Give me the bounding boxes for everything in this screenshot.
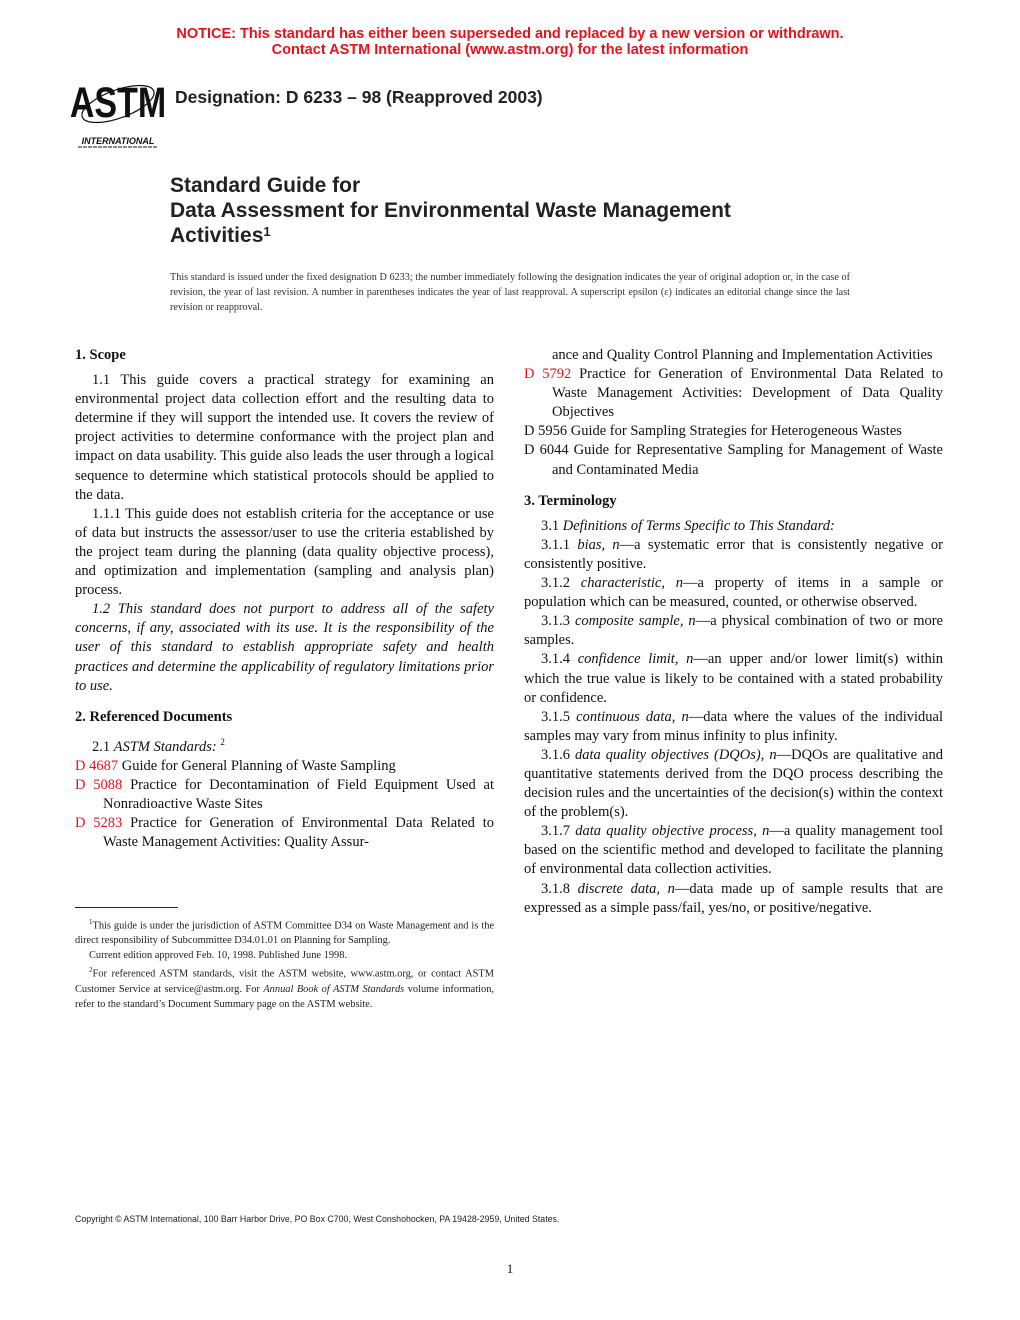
term-num: 3.1.1 [541,536,578,553]
term-continuous-data [524,708,943,746]
term-bias [524,536,943,574]
referenced-2-1-label: ASTM Standards: [113,738,217,755]
term-num: 3.1.7 [541,823,576,840]
term-name: data quality objectives (DQOs), n [575,746,777,763]
term-confidence-limit [524,650,943,707]
ref-item-d4687 [75,757,494,776]
terminology-3-1-label: Definitions of Terms Specific to This Standard: [562,517,835,534]
section-scope-heading: 1. Scope [75,347,126,363]
term-definition: —data where the values of the individual samples may vary from minus infinity to plus infinity. [524,708,943,744]
term-num: 3.1.5 [541,708,577,725]
term-characteristic [524,574,943,612]
issued-note: This standard is issued under the fixed designation D 6233; the number immediately following the designation indicates the year of original adoption or, in the case of revision, the year of last revision. A number in parentheses indicates the year of last reapproval. A superscript epsilon (ε) indicates an editorial change since the last revision or reapproval. [170,272,850,313]
ref-code-d5956: D 5956 [524,423,568,440]
term-num: 3.1.4 [541,651,578,668]
footnote-divider [75,907,178,908]
ref-item-d5956 [524,422,943,441]
term-name: bias, n [577,536,620,553]
scope-1-1-1: 1.1.1 This guide does not establish criteria for the acceptance or use of data but instructs the assessor/user to use the criteria established by the project team during the planning (data quality objective process), and optimization and implementation (sampling and analysis plan) process. [75,505,494,599]
footnote-2-text-a: For referenced ASTM standards, visit the ASTM website, www.astm.org, or contact ASTM Customer Service at service@astm.org. For [75,968,494,995]
title-line-2: Data Assessment for Environmental Waste Management [170,199,731,222]
footnote-1-mark: 1 [89,918,93,926]
ref-text-d5283: Practice for Generation of Environmental Data Related to Waste Management Activities: Quality Assur- [103,814,494,851]
term-num: 3.1.8 [541,880,578,897]
term-name: discrete data, n [577,880,675,897]
ref-link-d4687[interactable]: D 4687 [75,757,119,774]
section-terminology-heading: 3. Terminology [524,492,617,509]
term-definition: —a property of items in a sample or population which can be measured, counted, or otherwise observed. [524,575,943,611]
scope-1-1: 1.1 This guide covers a practical strategy for examining an environmental project data collection effort and the resulting data to determine if they will support the intended use. It covers the review of project activities to determine conformance with the project plan and impact on data usability. This guide also leads the user through a logical sequence to determine which statistical protocols should be applied to the data. [75,372,494,503]
page-number: 1 [506,1261,514,1276]
term-num: 3.1.3 [541,613,575,630]
ref-text-d5792: Practice for Generation of Environmental Data Related to Waste Management Activities: Development of Data Quality Objectives [552,366,943,421]
term-composite-sample [524,612,943,650]
section-referenced-heading: 2. Referenced Documents [75,708,233,725]
ref-link-d5088[interactable]: D 5088 [75,776,123,793]
term-definition: —data made up of sample results that are expressed as a simple pass/fail, yes/no, or positive/negative. [524,880,944,916]
ref-text-d6044: Guide for Representative Sampling for Management of Waste and Contaminated Media [552,442,943,478]
term-definition: —an upper and/or lower limit(s) within which the true value is likely to be contained with a stated probability or confidence. [524,651,944,706]
term-name: confidence limit, n [577,651,694,668]
scope-1-2-text: 1.2 This standard does not purport to address all of the safety concerns, if any, associated with its use. It is the responsibility of the user of this standard to establish appropriate safety and health practices and determine the applicability of regulatory limitations prior to use. [75,601,494,694]
notice-line-2: Contact ASTM International (www.astm.org) for the latest information [271,42,749,58]
ref-code-d6044: D 6044 [524,442,569,459]
term-definition: —DQOs are qualitative and quantitative statements derived from the DQO process describing the decision rules and the uncertainties of the decision(s) within the context of the problem(s). [524,746,943,821]
referenced-footnote-mark: 2 [220,736,225,747]
referenced-2-1 [75,733,494,757]
term-dqo-process [524,822,943,879]
title-line-3 [170,223,731,248]
footnote-2-text-b: volume information, refer to the standard’s Document Summary page on the ASTM website. [75,983,494,1010]
terminology-3-1-num: 3.1 [541,517,563,534]
ref-link-d5792[interactable]: D 5792 [524,366,572,383]
footnote-2-italic: Annual Book of ASTM Standards [263,983,405,995]
term-name: characteristic, n [580,575,684,592]
ref-item-d6044 [524,441,943,479]
ref-item-d5283-continued: ance and Quality Control Planning and Implementation Activities [552,347,933,363]
ref-text-d5956: Guide for Sampling Strategies for Heterogeneous Wastes [567,423,902,440]
footnote-2 [75,963,494,1011]
referenced-2-1-num: 2.1 [92,738,114,755]
ref-link-d5283[interactable]: D 5283 [75,814,123,831]
term-dqos [524,746,943,822]
designation: Designation: D 6233 – 98 (Reapproved 2003) [175,87,543,107]
title-footnote-mark: 1 [263,224,271,239]
ref-item-d5283 [75,814,494,852]
ref-text-d4687: Guide for General Planning of Waste Sampling [118,757,396,774]
term-num: 3.1.6 [541,746,575,763]
term-definition: —a physical combination of two or more samples. [524,613,943,649]
term-definition: —a quality management tool based on the scientific method and developed to facilitate the planning of environmental data collection activities. [524,823,943,878]
term-num: 3.1.2 [541,575,581,592]
footnote-2-mark: 2 [89,966,93,975]
left-column [75,346,494,852]
term-name: composite sample, n [574,613,696,630]
scope-1-2 [75,600,494,695]
footnotes [75,915,494,1012]
footnote-edition: Current edition approved Feb. 10, 1998. Published June 1998. [89,950,348,962]
ref-item-d5792 [524,365,943,422]
footnote-1 [75,915,494,948]
copyright: Copyright © ASTM International, 100 Barr Harbor Drive, PO Box C700, West Conshohocken, PA 19428-2959, United States. [75,1214,560,1224]
notice-line-1: NOTICE: This standard has either been superseded and replaced by a new version or withdrawn. [176,26,844,42]
title-line-3-text: Activities [170,224,264,247]
ref-text-d5088: Practice for Decontamination of Field Equipment Used at Nonradioactive Waste Sites [103,776,494,812]
term-name: continuous data, n [576,708,689,725]
svg-text:ASTM: ASTM [69,79,167,127]
document-title [170,173,731,248]
svg-text:INTERNATIONAL: INTERNATIONAL [81,136,155,146]
ref-item-d5088 [75,776,494,814]
term-discrete-data [524,880,943,918]
withdrawn-notice [0,26,1020,58]
right-column [524,346,943,918]
astm-logo [69,72,167,148]
title-line-1: Standard Guide for [170,174,361,197]
term-definition: —a systematic error that is consistently negative or consistently positive. [524,536,944,572]
term-name: data quality objective process, n [575,823,770,840]
terminology-3-1 [524,517,943,536]
footnote-1-text: This guide is under the jurisdiction of ASTM Committee D34 on Waste Management and is the direct responsibility of Subcommittee D34.01.01 on Planning for Sampling. [75,920,494,947]
